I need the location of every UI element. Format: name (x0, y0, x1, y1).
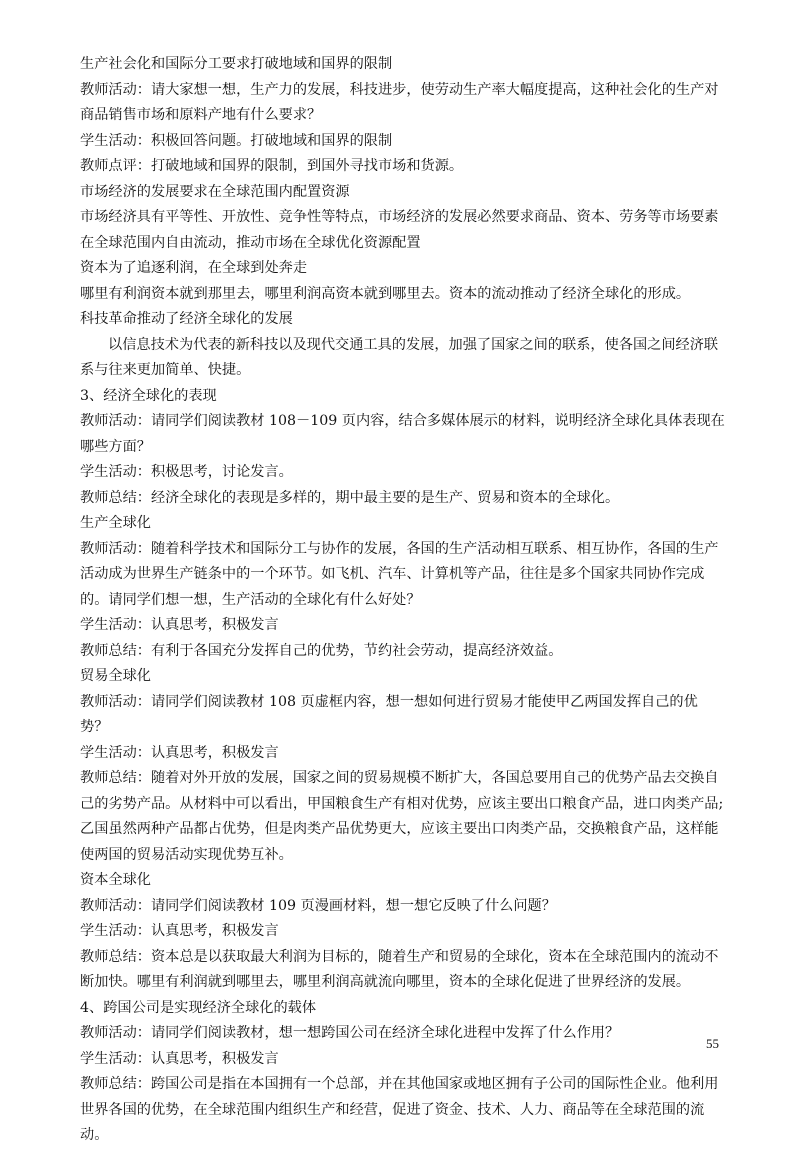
paragraph: 贸易全球化 (80, 668, 151, 684)
paragraph: 教师活动：随着科学技术和国际分工与协作的发展，各国的生产活动相互联系、相互协作，各国的生产活动成为世界生产链条中的一个环节。如飞机、汽车、计算机等产品，往往是多个国家共同协作完成的。请同学们想一想，生产活动的全球化有什么好处？ (80, 540, 719, 608)
paragraph: 科技革命推动了经济全球化的发展 (80, 311, 293, 327)
paragraph: 市场经济具有平等性、开放性、竞争性等特点，市场经济的发展必然要求商品、资本、劳务等市场要素在全球范围内自由流动，推动市场在全球优化资源配置 (80, 209, 719, 251)
paragraph: 学生活动：积极思考，讨论发言。 (80, 464, 293, 480)
paragraph: 3、经济全球化的表现 (80, 387, 217, 404)
paragraph: 教师总结：跨国公司是指在本国拥有一个总部，并在其他国家或地区拥有子公司的国际性企业。他利用世界各国的优势，在全球范围内组织生产和经营，促进了资金、技术、人力、商品等在全球范围的流动。 (80, 1076, 719, 1143)
paragraph: 教师点评：打破地域和国界的限制，到国外寻找市场和货源。 (80, 158, 464, 174)
paragraph: 教师活动：请同学们阅读教材 108 页虚框内容，想一想如何进行贸易才能使甲乙两国发挥自己的优势？ (80, 693, 698, 735)
page-number: 55 (706, 1036, 719, 1051)
paragraph: 以信息技术为代表的新科技以及现代交通工具的发展，加强了国家之间的联系，使各国之间经济联系与往来更加简单、快捷。 (80, 336, 719, 378)
paragraph: 教师总结：有利于各国充分发挥自己的优势，节约社会劳动，提高经济效益。 (80, 642, 563, 659)
paragraph: 资本为了追逐利润，在全球到处奔走 (80, 260, 308, 276)
document-body (80, 52, 725, 1149)
paragraph: 资本全球化 (80, 872, 151, 888)
paragraph: 4、跨国公司是实现经济全球化的载体 (80, 999, 317, 1016)
paragraph: 学生活动：认真思考，积极发言 (80, 744, 279, 761)
paragraph: 生产社会化和国际分工要求打破地域和国界的限制 (80, 56, 393, 72)
paragraph: 教师总结：经济全球化的表现是多样的，期中最主要的是生产、贸易和资本的全球化。 (80, 489, 620, 506)
paragraph: 哪里有利润资本就到那里去，哪里利润高资本就到哪里去。资本的流动推动了经济全球化的形成。 (80, 285, 691, 302)
paragraph: 学生活动：积极回答问题。打破地域和国界的限制 (80, 132, 393, 149)
paragraph: 教师活动：请大家想一想，生产力的发展，科技进步，使劳动生产率大幅度提高，这种社会化的生产对商品销售市场和原料产地有什么要求？ (80, 81, 719, 123)
paragraph: 市场经济的发展要求在全球范围内配置资源 (80, 183, 350, 200)
paragraph: 教师活动：请同学们阅读教材 108－109 页内容，结合多媒体展示的材料，说明经济全球化具体表现在哪些方面？ (80, 413, 725, 455)
paragraph: 生产全球化 (80, 515, 151, 531)
paragraph: 教师总结：资本总是以获取最大利润为目标的，随着生产和贸易的全球化，资本在全球范围内的流动不断加快。哪里有利润就到哪里去，哪里利润高就流向哪里，资本的全球化促进了世界经济的发展。 (80, 948, 719, 990)
paragraph: 教师总结：随着对外开放的发展，国家之间的贸易规模不断扩大，各国总要用自己的优势产品去交换自己的劣势产品。从材料中可以看出，甲国粮食生产有相对优势，应该主要出口粮食产品，进口肉类产品;乙国虽然两种产品都占优势，但是肉类产品优势更大，应该主要出口肉类产品，交换粮食产品，这样能使两国的贸易活动实现优势互补。 (80, 770, 724, 863)
paragraph: 学生活动：认真思考，积极发言 (80, 617, 279, 633)
paragraph: 教师活动：请同学们阅读教材 109 页漫画材料，想一想它反映了什么问题？ (80, 897, 556, 914)
paragraph: 教师活动：请同学们阅读教材，想一想跨国公司在经济全球化进程中发挥了什么作用？ (80, 1025, 620, 1041)
paragraph: 学生活动：认真思考，积极发言 (80, 923, 279, 939)
paragraph: 学生活动：认真思考，积极发言 (80, 1050, 279, 1067)
